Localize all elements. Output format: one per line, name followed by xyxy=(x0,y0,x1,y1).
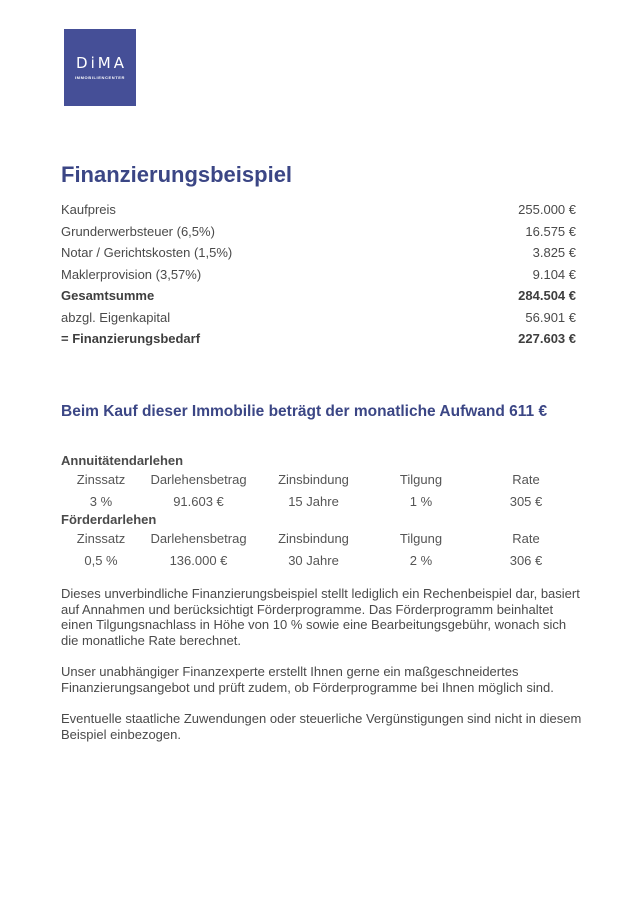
loan-header: Zinsbindung xyxy=(278,531,349,546)
cost-label: abzgl. Eigenkapital xyxy=(61,309,171,325)
loan-grid xyxy=(61,528,581,571)
loan-foerder xyxy=(61,512,581,571)
monthly-cost-heading: Beim Kauf dieser Immobilie beträgt der monatliche Aufwand 611 € xyxy=(61,403,548,420)
loan-header: Tilgung xyxy=(399,531,443,546)
loan-annuitaet xyxy=(61,453,581,512)
cost-value: 227.603 € xyxy=(518,331,576,346)
cost-label: Grunderwerbsteuer (6,5%) xyxy=(61,223,215,239)
cost-row-finanzierungsbedarf xyxy=(61,328,576,350)
cost-value: 284.504 € xyxy=(518,288,576,303)
cost-label: Notar / Gerichtskosten (1,5%) xyxy=(61,245,233,260)
cost-row-notar xyxy=(61,242,576,264)
cost-row-makler xyxy=(61,264,576,286)
loan-value: 136.000 € xyxy=(169,553,228,568)
cost-table xyxy=(61,199,576,350)
cost-label: Gesamtsumme xyxy=(61,288,155,303)
loan-header: Zinssatz xyxy=(76,531,126,546)
loan-value: 3 % xyxy=(89,494,113,509)
cost-row-gesamtsumme xyxy=(61,285,576,307)
loan-title: Förderdarlehen xyxy=(61,512,157,527)
cost-row-kaufpreis xyxy=(61,199,576,221)
loan-value: 91.603 € xyxy=(173,494,224,509)
company-logo xyxy=(64,29,136,106)
cost-label: Maklerprovision (3,57%) xyxy=(61,266,202,282)
loan-value: 30 Jahre xyxy=(288,553,339,568)
loan-header: Darlehensbetrag xyxy=(150,472,247,487)
cost-row-eigenkapital xyxy=(61,307,576,329)
loan-value: 306 € xyxy=(509,553,543,568)
cost-value: 255.000 € xyxy=(518,202,576,217)
cost-label: = Finanzierungsbedarf xyxy=(61,331,201,346)
cost-value: 16.575 € xyxy=(525,223,576,239)
disclaimer-paragraph: Dieses unverbindliche Finanzierungsbeispiel stellt lediglich ein Rechenbeispiel dar, basiert auf Annahmen und berücksichtigt Förderprogramme. Das Förderprogramm beinhaltet einen Tilgungsnachlass in Höhe von 10 % sowie eine Bearbeitungsgebühr, wonach sich die monatliche Rate berechnet. xyxy=(61,586,580,648)
page-title: Finanzierungsbeispiel xyxy=(61,162,293,187)
loan-value: 305 € xyxy=(509,494,543,509)
cost-value: 3.825 € xyxy=(532,245,576,260)
loan-grid xyxy=(61,469,581,512)
loan-header: Zinssatz xyxy=(76,472,126,487)
logo-brand: DiMA xyxy=(76,54,127,72)
expert-paragraph: Unser unabhängiger Finanzexperte erstellt Ihnen gerne ein maßgeschneidertes Finanzierungsangebot und prüft zudem, ob Förderprogramme bei Ihnen möglich sind. xyxy=(61,664,554,695)
loan-title: Annuitätendarlehen xyxy=(61,453,184,468)
cost-label: Kaufpreis xyxy=(61,202,116,217)
loan-value: 1 % xyxy=(409,494,433,509)
loan-header: Darlehensbetrag xyxy=(150,531,247,546)
cost-value: 56.901 € xyxy=(525,309,576,325)
loan-header: Rate xyxy=(512,531,540,546)
cost-row-grunderwerbsteuer xyxy=(61,221,576,243)
loan-value: 15 Jahre xyxy=(288,494,339,509)
logo-subline: IMMOBILIENCENTER xyxy=(74,75,126,80)
loan-header: Tilgung xyxy=(399,472,443,487)
loan-header: Zinsbindung xyxy=(278,472,349,487)
subsidy-paragraph: Eventuelle staatliche Zuwendungen oder steuerliche Vergünstigungen sind nicht in diesem Beispiel einbezogen. xyxy=(61,711,582,742)
loan-value: 2 % xyxy=(409,553,433,568)
loan-value: 0,5 % xyxy=(84,553,118,568)
cost-value: 9.104 € xyxy=(532,266,576,282)
loan-header: Rate xyxy=(512,472,540,487)
